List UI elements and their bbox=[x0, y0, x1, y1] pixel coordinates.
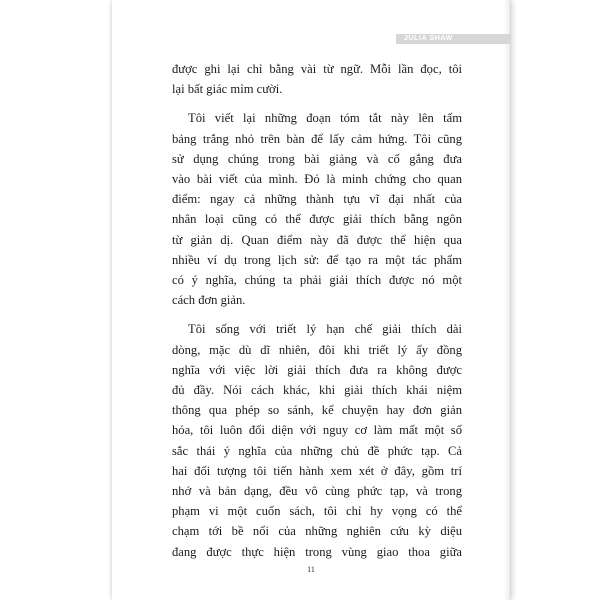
page-edge-shadow bbox=[504, 0, 510, 600]
text-line: đủ đầy. Nói cách khác, khi giải thích khái niệm bbox=[172, 383, 462, 398]
text-line: nghĩa với việc lời giải thích đưa ra không được bbox=[172, 362, 462, 377]
text-line: sắc thái ý nghĩa của những chủ đề phức tạp. Cả bbox=[172, 443, 462, 458]
text-line: vào bài viết của mình. Đó là minh chứng cho quan bbox=[172, 172, 462, 187]
running-head-bar bbox=[396, 34, 510, 44]
text-line: được ghi lại chỉ bằng vài từ ngữ. Mỗi lần đọc, tôi bbox=[172, 62, 462, 76]
book-page bbox=[112, 0, 510, 600]
body-text bbox=[172, 59, 462, 571]
text-line: thông qua phép so sánh, kể chuyện hay đơn giản bbox=[172, 403, 462, 418]
text-line: lại bất giác mỉm cười. bbox=[172, 82, 283, 97]
text-line: nhân loại cũng có thể được giải thích bằng ngôn bbox=[172, 212, 462, 227]
paragraph bbox=[172, 108, 462, 310]
text-line: nhớ và bản dạng, đều vô cùng phức tạp, và trong bbox=[172, 484, 462, 499]
page-number: 11 bbox=[307, 565, 315, 574]
text-line: chạm tới bề nổi của những nghiên cứu kỳ diệu bbox=[172, 524, 462, 539]
text-line: dòng, mặc dù dĩ nhiên, đôi khi triết lý ấy đồng bbox=[172, 342, 462, 357]
text-line: từ giản dị. Quan điểm này đã được thể hiện qua bbox=[172, 232, 462, 247]
text-line: Tôi viết lại những đoạn tóm tắt này lên tấm bbox=[188, 111, 462, 126]
text-line: cách đơn giản. bbox=[172, 293, 246, 308]
text-line: hóa, tôi luôn đối diện với nguy cơ làm mất một số bbox=[172, 423, 462, 438]
text-line: Tôi sống với triết lý hạn chế giải thích dài bbox=[188, 322, 462, 337]
text-line: nhiều ví dụ trong lịch sử: để tạo ra một tác phẩm bbox=[172, 252, 462, 267]
text-line: bảng trắng nhỏ trên bàn để lấy cảm hứng. Tôi cũng bbox=[172, 131, 462, 146]
paragraph bbox=[172, 319, 462, 561]
text-line: đang được thực hiện trong vùng giao thoa giữa bbox=[172, 544, 462, 559]
text-line: điểm: ngay cả những thành tựu vĩ đại nhất của bbox=[172, 192, 462, 207]
text-line: phạm vi một cuốn sách, tôi chỉ hy vọng có thể bbox=[172, 504, 462, 519]
text-line: có ý nghĩa, chúng ta phải giải thích được nó một bbox=[172, 273, 462, 288]
text-line: sử dụng chúng trong bài giảng và cố gắng đưa bbox=[172, 151, 462, 166]
paragraph bbox=[172, 59, 462, 99]
text-line: hai đối tượng tôi tiến hành xem xét ở đây, gồm trí bbox=[172, 463, 462, 478]
running-head: JULIA SHAW bbox=[404, 35, 453, 42]
